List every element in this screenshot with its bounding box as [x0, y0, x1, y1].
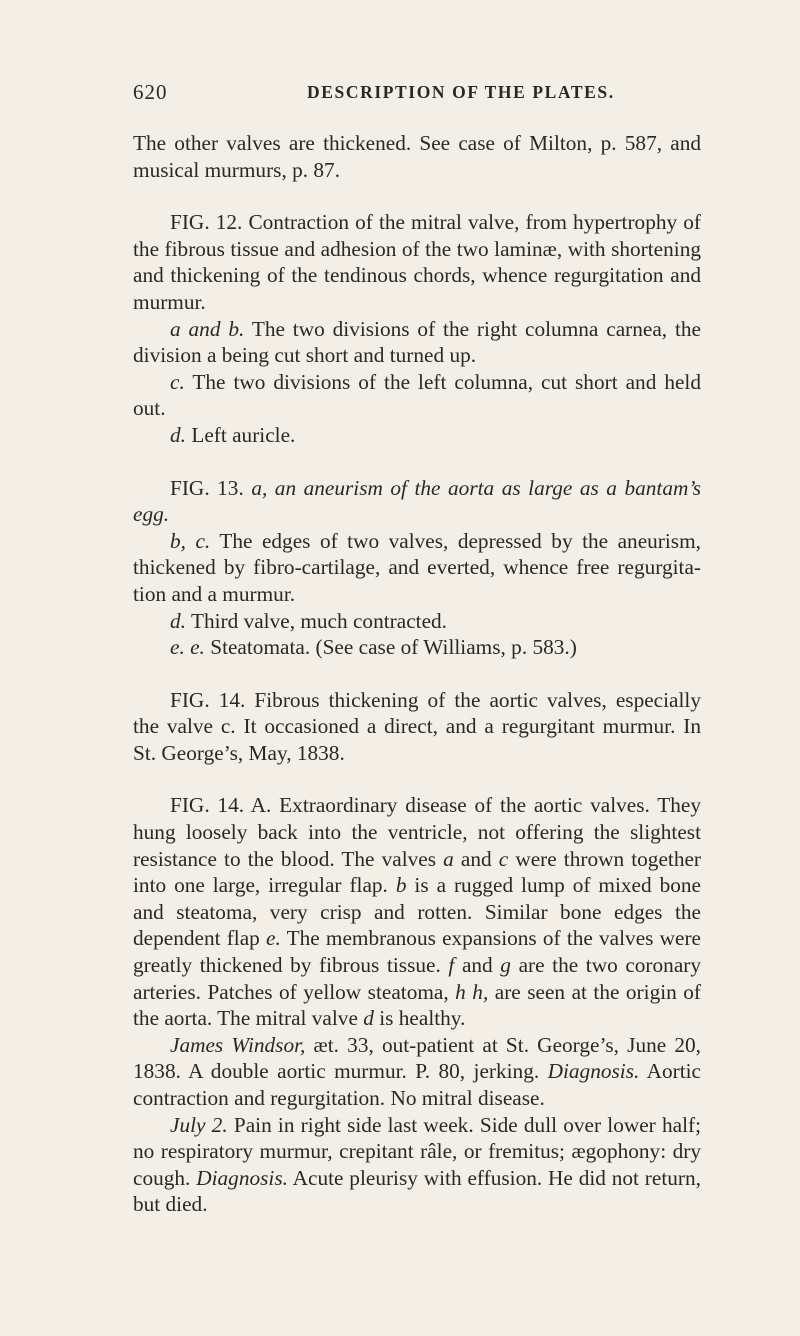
fig12-d-paragraph: [133, 422, 701, 449]
fig14a-title: FIG. 14. A.: [170, 793, 272, 818]
running-header: [133, 80, 693, 110]
diagnosis-label: Diagnosis.: [547, 1059, 640, 1084]
fig12-paragraph: FIG. 12. Contraction of the mitral valve, from hypertrophy of the fibrous tissue and adhesion of the two laminæ, with shortening and thickening of the tendinous chords, whence regurgitation and murmur.: [133, 210, 701, 314]
fig14a-paragraph: [133, 792, 701, 1031]
page-body: [133, 130, 701, 1218]
fig13-d-paragraph: [133, 608, 701, 635]
fig14-paragraph: FIG. 14. Fibrous thickening of the aortic valves, especially the valve c. It occasioned a direct, and a regurgitant murmur. In St. George’s, May, 1838.: [133, 687, 701, 765]
label-c-2: c: [498, 846, 509, 871]
fig12-c-paragraph: [133, 369, 701, 422]
word-and-2: and: [461, 953, 493, 978]
fig13-bc-paragraph: [133, 528, 701, 608]
fig13-e-text: Steatomata. (See case of Williams, p. 583.): [210, 635, 577, 660]
fig12-ab-paragraph: [133, 316, 701, 369]
label-a: a: [443, 846, 454, 871]
fig13-paragraph: [133, 475, 701, 528]
patient-name: James Windsor,: [170, 1032, 306, 1057]
fig14a-text-2: were thrown together into one large, irregular flap.: [133, 846, 702, 898]
fig13-text: a, an aneurism of the aorta as large as a bantam’s egg.: [133, 475, 701, 527]
page-number: 620: [133, 80, 168, 104]
label-b: b: [395, 873, 407, 898]
label-d-2: d.: [170, 608, 186, 633]
fig13-title: FIG. 13.: [170, 475, 244, 500]
windsor-text: æt. 33, out-patient at St. George’s, June 20, 1838. A double aortic murmur. P. 80, jerking.: [133, 1032, 702, 1084]
fig12-ab-text: The two divisions of the right columna carnea, the division a being cut short and turned up.: [133, 316, 702, 368]
fig12-c-text: The two divisions of the left columna, cut short and held out.: [133, 369, 701, 421]
july-diagnosis: Acute pleurisy with effusion. He did not return, but died.: [133, 1165, 701, 1217]
fig14a-text-5: are the two coronary arteries. Patches of yellow steatoma,: [133, 953, 702, 1004]
label-e: e.: [266, 926, 281, 951]
fig14a-text-7: is healthy.: [379, 1006, 466, 1031]
fig14a-text-3: is a rugged lump of mixed bone and steatoma, very crisp and rotten. Similar bone edges the dependent flap: [133, 873, 701, 951]
label-h-h: h h,: [455, 979, 489, 1004]
label-c: c.: [170, 369, 185, 394]
label-f: f: [448, 953, 455, 978]
diagnosis-label-2: Diagnosis.: [196, 1165, 288, 1190]
running-title: DESCRIPTION OF THE PLATES.: [307, 82, 615, 102]
fig14a-text-1: Extraordinary disease of the aortic valves. They hung loosely back into the ventricle, not offering the slightest resistance to the blood. The valves: [133, 793, 701, 871]
intro-paragraph: The other valves are thickened. See case of Milton, p. 587, and musical murmurs, p. 87.: [133, 131, 701, 182]
label-b-c: b, c.: [170, 528, 211, 553]
windsor-diagnosis: Aortic contraction and regurgitation. No mitral disease.: [133, 1059, 701, 1110]
july-paragraph: [133, 1112, 701, 1218]
label-d-3: d: [363, 1006, 374, 1031]
windsor-paragraph: [133, 1032, 701, 1112]
fig13-e-paragraph: [133, 634, 701, 661]
label-e-e: e. e.: [170, 635, 205, 660]
fig13-bc-text: The edges of two valves, depressed by the aneurism, thickened by fibro-cartilage, and everted, whence free regurgitation and a murmur.: [133, 528, 701, 606]
label-a-and-b: a and b.: [170, 316, 245, 341]
label-d: d.: [170, 422, 186, 447]
word-and: and: [460, 846, 492, 871]
july-text: Pain in right side last week. Side dull over lower half; no respiratory murmur, crepitant râle, or fremitus; ægophony: dry cough.: [133, 1112, 701, 1190]
fig13-d-text: Third valve, much contracted.: [190, 608, 447, 633]
fig14a-text-4: The membranous expansions of the valves were greatly thickened by fibrous tissue.: [133, 926, 701, 978]
label-g: g: [500, 953, 511, 978]
fig12-d-text: Left auricle.: [191, 422, 296, 447]
july-date: July 2.: [170, 1112, 228, 1137]
fig14a-text-6: are seen at the origin of the aorta. The mitral valve: [133, 979, 701, 1031]
